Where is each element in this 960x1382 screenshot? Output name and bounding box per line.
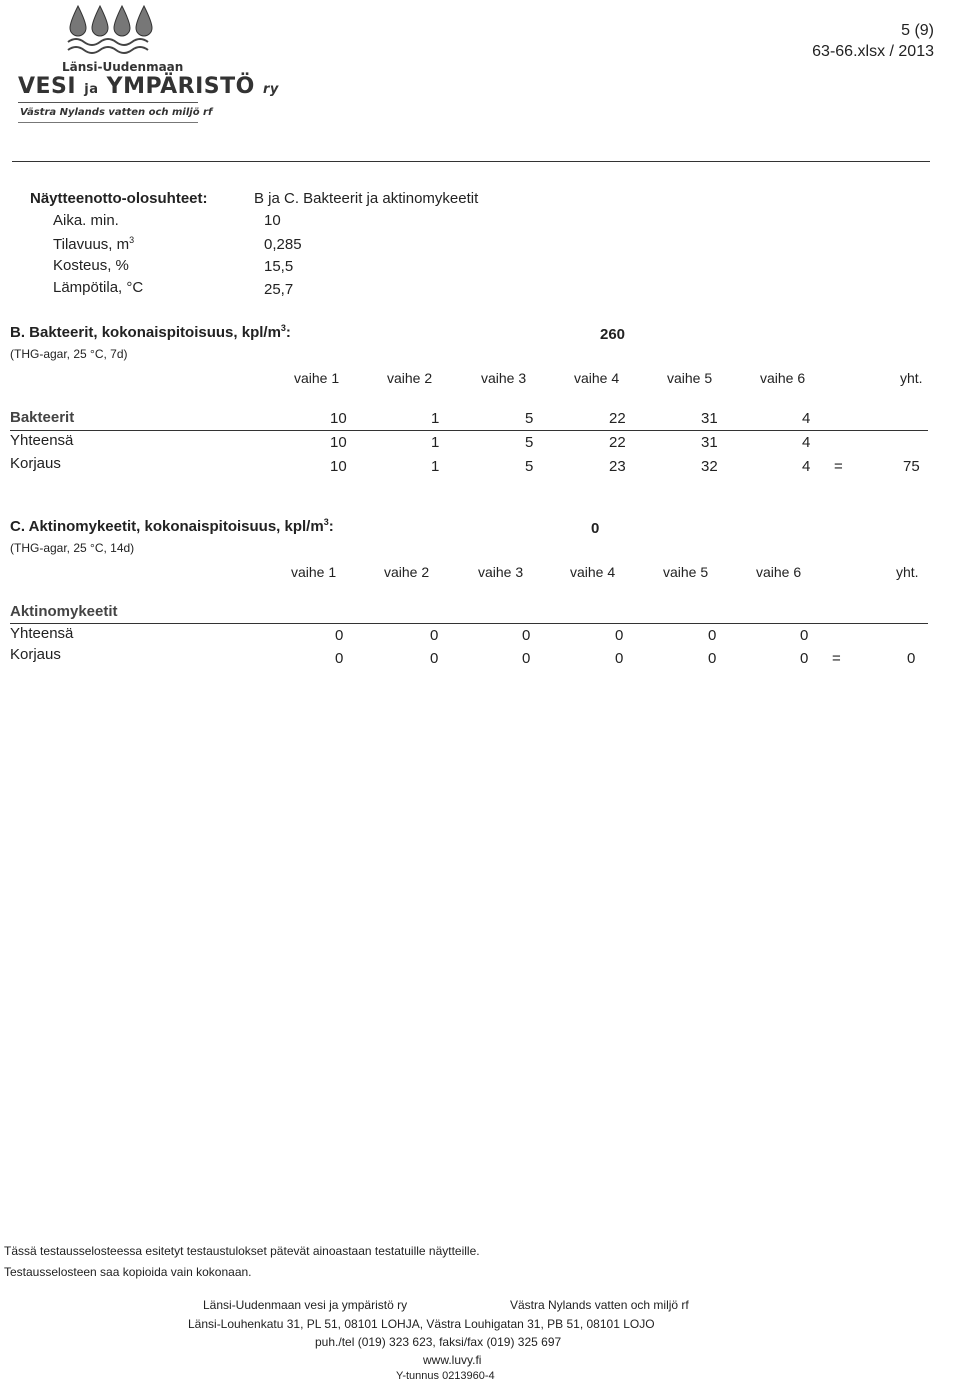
stage-5: vaihe 5 xyxy=(667,370,713,386)
b-corr-3: 5 xyxy=(525,458,534,475)
b-sum-5: 31 xyxy=(701,434,718,451)
section-b-row-header-values xyxy=(0,410,960,428)
c-equals: = xyxy=(832,650,841,667)
logo-rule-2 xyxy=(18,122,198,123)
c-corr-5: 0 xyxy=(708,650,717,667)
section-b-row-header: Bakteerit xyxy=(10,409,75,426)
section-b-korjaus-values xyxy=(0,458,960,476)
c-corr-3: 0 xyxy=(522,650,531,667)
logo-line-3: Västra Nylands vatten och miljö rf xyxy=(20,107,213,118)
section-c-subtitle: (THG-agar, 25 °C, 14d) xyxy=(10,541,135,555)
logo-ry: ry xyxy=(262,82,279,97)
stage-2: vaihe 2 xyxy=(387,370,433,386)
stage-3: vaihe 3 xyxy=(481,370,527,386)
condition-value-time: 10 xyxy=(264,212,281,229)
section-c-row-header: Aktinomykeetit xyxy=(10,603,118,620)
c-stage-5: vaihe 5 xyxy=(663,564,709,580)
b-sum-2: 1 xyxy=(431,434,440,451)
section-c-stage-header xyxy=(0,564,960,582)
condition-label-volume: Tilavuus, $m^3$ xyxy=(53,235,135,253)
c-stage-3: vaihe 3 xyxy=(478,564,524,580)
b-head-5: 31 xyxy=(701,410,718,427)
section-c-yhteensa-values xyxy=(0,627,960,645)
logo-ja: ja xyxy=(84,82,99,97)
b-corr-6: 4 xyxy=(802,458,811,475)
logo-ymparisto: YMPÄRISTÖ xyxy=(106,74,255,99)
c-stage-2: vaihe 2 xyxy=(384,564,430,580)
section-b-yhteensa-values xyxy=(0,434,960,452)
c-corr-1: 0 xyxy=(335,650,344,667)
section-b-korjaus-label: Korjaus xyxy=(10,455,61,472)
c-sum-2: 0 xyxy=(430,627,439,644)
footer-phone: puh./tel (019) 323 623, faksi/fax (019) 325 697 xyxy=(315,1335,562,1349)
condition-label-temperature: Lämpötila, °C xyxy=(53,279,144,296)
b-corr-1: 10 xyxy=(330,458,347,475)
b-sum-1: 10 xyxy=(330,434,347,451)
b-head-6: 4 xyxy=(802,410,811,427)
c-corr-4: 0 xyxy=(615,650,624,667)
section-b-stage-header xyxy=(0,370,960,388)
logo-line-1: Länsi-Uudenmaan xyxy=(62,60,184,74)
section-b-subtitle: (THG-agar, 25 °C, 7d) xyxy=(10,347,128,361)
logo xyxy=(14,4,279,124)
stage-total-label: yht. xyxy=(900,370,923,386)
stage-6: vaihe 6 xyxy=(760,370,806,386)
footer-org-swedish: Västra Nylands vatten och miljö rf xyxy=(510,1298,689,1312)
section-c-total: 0 xyxy=(591,520,600,537)
condition-value-temperature: 25,7 xyxy=(264,281,294,298)
c-sum-6: 0 xyxy=(800,627,809,644)
b-corr-4: 23 xyxy=(609,458,626,475)
c-corr-6: 0 xyxy=(800,650,809,667)
c-sum-5: 0 xyxy=(708,627,717,644)
c-corr-2: 0 xyxy=(430,650,439,667)
logo-rule-1 xyxy=(18,102,198,103)
logo-line-2 xyxy=(18,74,279,99)
b-equals: = xyxy=(834,458,843,475)
condition-label-time: Aika. min. xyxy=(53,212,119,229)
b-sum-4: 22 xyxy=(609,434,626,451)
b-head-2: 1 xyxy=(431,410,440,427)
section-c-yhteensa-label: Yhteensä xyxy=(10,625,74,642)
condition-volume-sup: 3 xyxy=(129,235,135,245)
footer-org-finnish: Länsi-Uudenmaan vesi ja ympäristö ry xyxy=(203,1298,408,1312)
c-sum-4: 0 xyxy=(615,627,624,644)
footer-website: www.luvy.fi xyxy=(423,1353,482,1367)
logo-drops-icon xyxy=(66,4,156,60)
c-grand-total: 0 xyxy=(907,650,916,667)
footer-business-id: Y-tunnus 0213960-4 xyxy=(396,1370,495,1382)
c-stage-4: vaihe 4 xyxy=(570,564,616,580)
b-corr-5: 32 xyxy=(701,458,718,475)
condition-value-volume: 0,285 xyxy=(264,236,302,253)
c-stage-1: vaihe 1 xyxy=(291,564,337,580)
section-c-korjaus-label: Korjaus xyxy=(10,646,61,663)
b-grand-total: 75 xyxy=(903,458,920,475)
b-sum-6: 4 xyxy=(802,434,811,451)
condition-label-humidity: Kosteus, % xyxy=(53,257,129,274)
section-c-title: C. Aktinomykeetit, kokonaispitoisuus, kpl/$m^3$: xyxy=(10,517,334,535)
b-head-3: 5 xyxy=(525,410,534,427)
footer-address: Länsi-Louhenkatu 31, PL 51, 08101 LOHJA, Västra Louhigatan 31, PB 51, 08101 LOJO xyxy=(188,1317,655,1331)
c-stage-total-label: yht. xyxy=(896,564,919,580)
footer-note-validity: Tässä testausselosteessa esitetyt testaustulokset pätevät ainoastaan testatuille näytteille. xyxy=(4,1244,480,1258)
section-b-yhteensa-label: Yhteensä xyxy=(10,432,74,449)
c-sum-1: 0 xyxy=(335,627,344,644)
b-head-4: 22 xyxy=(609,410,626,427)
b-sum-3: 5 xyxy=(525,434,534,451)
stage-4: vaihe 4 xyxy=(574,370,620,386)
section-c-row-rule xyxy=(10,623,928,624)
page-number: 5 (9) xyxy=(901,22,934,39)
b-corr-2: 1 xyxy=(431,458,440,475)
section-c-korjaus-values xyxy=(0,650,960,668)
b-head-1: 10 xyxy=(330,410,347,427)
c-sum-3: 0 xyxy=(522,627,531,644)
file-reference: 63-66.xlsx / 2013 xyxy=(812,43,934,60)
conditions-heading-value: B ja C. Bakteerit ja aktinomykeetit xyxy=(254,190,479,207)
section-b-title: B. Bakteerit, kokonaispitoisuus, kpl/$m^3$: xyxy=(10,323,291,341)
footer-note-copy: Testausselosteen saa kopioida vain kokonaan. xyxy=(4,1265,252,1279)
section-b-total: 260 xyxy=(600,326,626,343)
conditions-heading: Näytteenotto-olosuhteet: xyxy=(30,190,208,207)
c-stage-6: vaihe 6 xyxy=(756,564,802,580)
logo-vesi: VESI xyxy=(18,74,77,99)
header-divider xyxy=(12,161,930,162)
section-b-row-rule xyxy=(10,430,928,431)
stage-1: vaihe 1 xyxy=(294,370,340,386)
condition-value-humidity: 15,5 xyxy=(264,258,294,275)
